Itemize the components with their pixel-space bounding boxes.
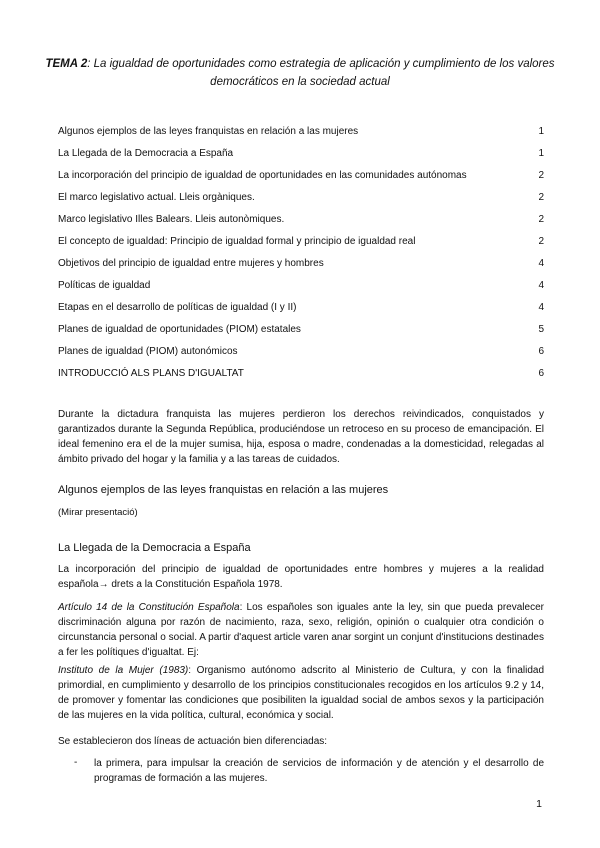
articulo-14-text: : Los españoles son iguales ante la ley, sin que pueda prevalecer discriminación alguna por razón de nacimiento, raza, sexo, religión, opinión o cualquier otra condición o circunstancia personal o social. A partir d'aquest article varen anar sorgint un conjunt d'institucions destinades a fer les polítiques d'igualtat. Ej:	[58, 602, 544, 658]
toc-entry[interactable]	[58, 189, 544, 211]
toc-entry-label[interactable]: Marco legislativo Illes Balears. Lleis autonòmiques.	[58, 214, 285, 225]
paragraph-incorporacion: La incorporación del principio de igualdad de oportunidades entre hombres y mujeres a la realidad española→ drets a la Constitución Española 1978.	[58, 564, 544, 590]
toc-entry-label[interactable]: La Llegada de la Democracia a España	[58, 148, 234, 159]
toc-entry-page[interactable]: 6	[538, 346, 544, 357]
toc-entry-page[interactable]: 4	[538, 280, 544, 291]
toc-entry[interactable]	[58, 233, 544, 255]
toc-entry-label[interactable]: INTRODUCCIÓ ALS PLANS D'IGUALTAT	[58, 368, 244, 379]
title-text: : La igualdad de oportunidades como estrategia de aplicación y cumplimiento de los valores democráticos en la sociedad actual	[87, 58, 555, 88]
section-heading-franquistas: Algunos ejemplos de las leyes franquistas en relación a las mujeres	[58, 484, 389, 496]
table-of-contents	[58, 123, 544, 387]
toc-entry-page[interactable]: 4	[538, 302, 544, 313]
toc-entry[interactable]	[58, 321, 544, 343]
section-note: (Mirar presentació)	[58, 507, 138, 518]
toc-entry[interactable]	[58, 145, 544, 167]
toc-entry[interactable]	[58, 211, 544, 233]
toc-entry-page[interactable]: 2	[538, 192, 544, 203]
toc-entry-label[interactable]: Planes de igualdad (PIOM) autonómicos	[58, 346, 238, 357]
paragraph-articulo-14	[58, 600, 544, 660]
toc-entry-page[interactable]: 4	[538, 258, 544, 269]
toc-entry-label[interactable]: La incorporación del principio de igualdad de oportunidades en las comunidades autónomas	[58, 170, 467, 181]
toc-entry-label[interactable]: Políticas de igualdad	[58, 280, 151, 291]
paragraph-lineas: Se establecieron dos líneas de actuación bien diferenciadas:	[58, 736, 328, 747]
toc-entry[interactable]	[58, 365, 544, 387]
toc-entry-label[interactable]: El concepto de igualdad: Principio de igualdad formal y principio de igualdad real	[58, 236, 416, 247]
toc-entry[interactable]	[58, 299, 544, 321]
toc-entry[interactable]	[58, 343, 544, 365]
page-number: 1	[536, 798, 542, 810]
bullet-mark: -	[74, 757, 78, 768]
toc-entry-label[interactable]: Etapas en el desarrollo de políticas de igualdad (I y II)	[58, 302, 297, 313]
document-title	[40, 55, 560, 91]
toc-entry[interactable]	[58, 255, 544, 277]
toc-entry-label[interactable]: El marco legislativo actual. Lleis orgàniques.	[58, 192, 255, 203]
toc-entry[interactable]	[58, 277, 544, 299]
toc-entry-page[interactable]: 2	[538, 214, 544, 225]
instituto-lead: Instituto de la Mujer (1983)	[58, 665, 189, 676]
section-heading-democracia: La Llegada de la Democracia a España	[58, 542, 251, 554]
bullet-item: la primera, para impulsar la creación de servicios de información y de atención y el desarrollo de programas de formación a las mujeres.	[94, 758, 544, 784]
intro-paragraph: Durante la dictadura franquista las mujeres perdieron los derechos reivindicados, conquistados y garantizados durante la Segunda República, produciéndose un retroceso en su proceso de emancipación. El ideal femenino era el de la mujer sumisa, hija, esposa o madre, condenadas a la domesticidad, relegadas al ámbito privado del hogar y la familia y a las tareas de cuidados.	[58, 409, 544, 465]
paragraph-instituto-mujer	[58, 663, 544, 723]
toc-entry-page[interactable]: 5	[538, 324, 544, 335]
toc-entry-page[interactable]: 2	[538, 170, 544, 181]
toc-entry-label[interactable]: Algunos ejemplos de las leyes franquistas en relación a las mujeres	[58, 126, 359, 137]
toc-entry[interactable]	[58, 123, 544, 145]
toc-entry-page[interactable]: 2	[538, 236, 544, 247]
toc-entry-label[interactable]: Objetivos del principio de igualdad entre mujeres y hombres	[58, 258, 324, 269]
articulo-14-lead: Artículo 14 de la Constitución Española	[58, 602, 240, 613]
toc-entry-page[interactable]: 6	[538, 368, 544, 379]
toc-entry-page[interactable]: 1	[538, 148, 544, 159]
toc-entry-page[interactable]: 1	[538, 126, 544, 137]
instituto-text: : Organismo autónomo adscrito al Ministerio de Cultura, y con la finalidad primordial, en cumplimiento y desarrollo de los principios constitucionales recogidos en los artículos 9.2 y 14, de promover y fomentar las condiciones que posibiliten la igualdad social de ambos sexos y la participación de las mujeres en la vida política, cultural, económica y social.	[58, 665, 545, 721]
toc-entry-label[interactable]: Planes de igualdad de oportunidades (PIOM) estatales	[58, 324, 301, 335]
toc-entry[interactable]	[58, 167, 544, 189]
title-label: TEMA 2	[45, 58, 88, 70]
